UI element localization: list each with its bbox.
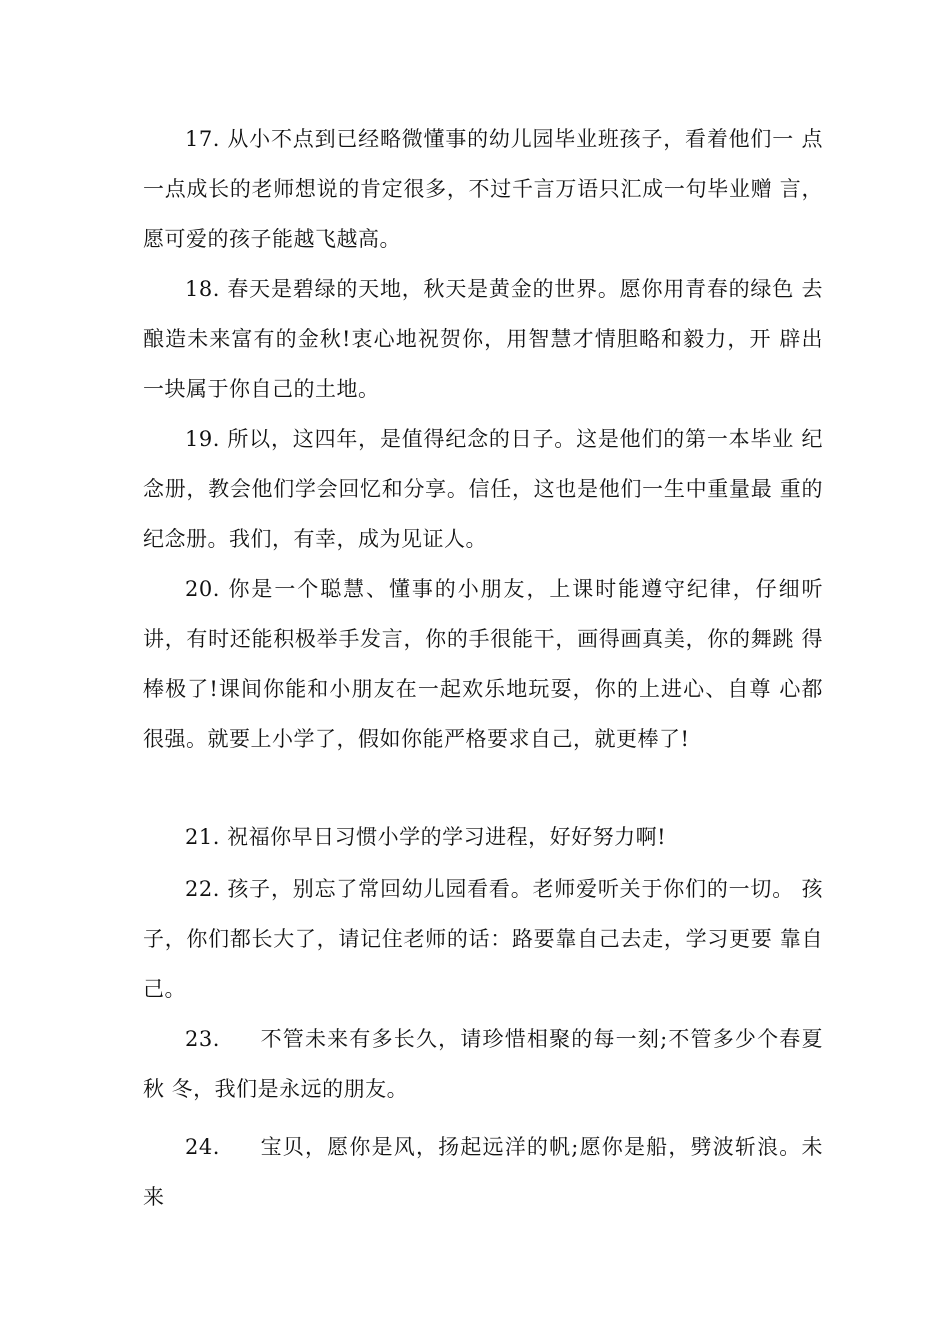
paragraph-text: 祝福你早日习惯小学的学习进程，好好努力啊! (227, 825, 667, 849)
paragraph-text: 孩子，别忘了常回幼儿园看看。老师爱听关于你们的一切。 孩子，你们都长大了，请记住老师的话：路要靠自己去走，学习更要 靠自己。 (143, 877, 823, 1001)
paragraph-number: 17. (185, 127, 220, 151)
paragraph-number: 22. (185, 877, 220, 901)
paragraph-number: 19. (185, 427, 220, 451)
paragraph-text: 宝贝，愿你是风，扬起远洋的帆;愿你是船，劈波斩浪。未来 (143, 1135, 823, 1209)
paragraph-number: 23. (185, 1027, 220, 1051)
paragraph-17 (143, 114, 823, 264)
paragraph-23 (143, 1014, 823, 1114)
paragraph-text: 你是一个聪慧、懂事的小朋友，上课时能遵守纪律，仔细听讲，有时还能积极举手发言，你的手很能干，画得画真美，你的舞跳 得棒极了!课间你能和小朋友在一起欢乐地玩耍，你的上进心、自尊 心都很强。就要上小学了，假如你能严格要求自己，就更棒了! (143, 577, 823, 751)
paragraph-text: 所以，这四年，是值得纪念的日子。这是他们的第一本毕业 纪念册，教会他们学会回忆和分享。信任，这也是他们一生中重量最 重的纪念册。我们，有幸，成为见证人。 (143, 427, 823, 551)
paragraph-number: 21. (185, 825, 220, 849)
paragraph-21 (143, 812, 823, 862)
paragraph-text: 从小不点到已经略微懂事的幼儿园毕业班孩子，看着他们一 点一点成长的老师想说的肯定很多，不过千言万语只汇成一句毕业赠 言，愿可爱的孩子能越飞越高。 (143, 127, 823, 251)
paragraph-18 (143, 264, 823, 414)
paragraph-19 (143, 414, 823, 564)
paragraph-number: 24. (185, 1135, 220, 1159)
paragraph-text: 不管未来有多长久，请珍惜相聚的每一刻;不管多少个春夏秋 冬，我们是永远的朋友。 (143, 1027, 823, 1101)
paragraph-number: 20. (185, 577, 220, 601)
paragraph-24 (143, 1122, 823, 1222)
paragraph-22 (143, 864, 823, 1014)
paragraph-number: 18. (185, 277, 220, 301)
paragraph-text: 春天是碧绿的天地，秋天是黄金的世界。愿你用青春的绿色 去酿造未来富有的金秋!衷心地祝贺你，用智慧才情胆略和毅力，开 辟出一块属于你自己的土地。 (143, 277, 823, 401)
paragraph-20 (143, 564, 823, 764)
